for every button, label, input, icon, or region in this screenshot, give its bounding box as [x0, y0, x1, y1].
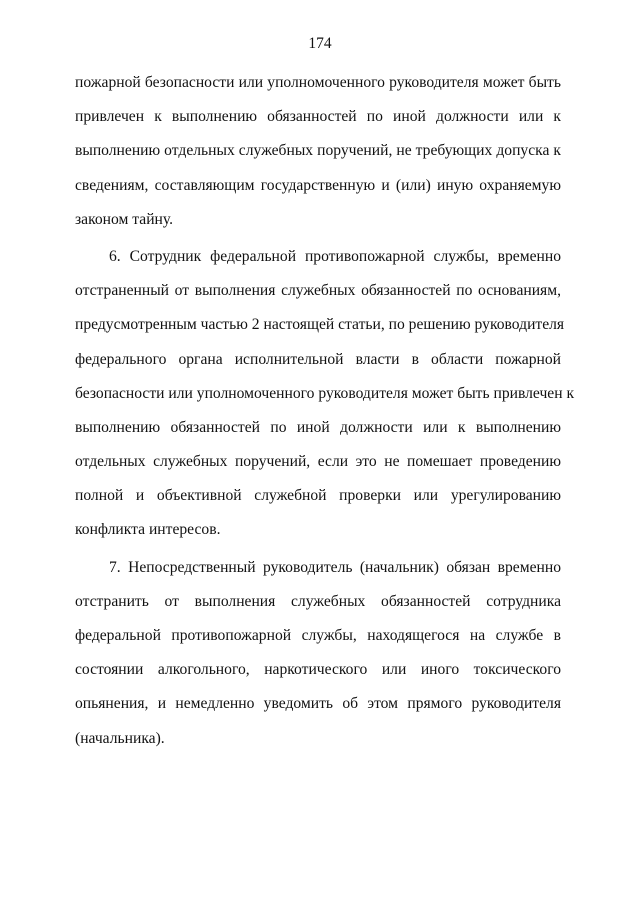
- page-number: 174: [308, 35, 332, 52]
- text-line: выполнению отдельных служебных поручений, не требующих допуска к: [75, 142, 561, 160]
- text-line: 6. Сотрудник федеральной противопожарной службы, временно: [109, 247, 561, 265]
- text-line: (начальника).: [75, 729, 165, 747]
- text-line: безопасности или уполномоченного руководителя может быть привлечен к: [75, 384, 575, 402]
- text-line: пожарной безопасности или уполномоченного руководителя может быть: [75, 74, 561, 91]
- text-line: полной и объективной служебной проверки или урегулированию: [75, 487, 561, 505]
- paragraph-6: [75, 240, 575, 548]
- text-line: отстраненный от выполнения служебных обязанностей по основаниям,: [75, 282, 561, 300]
- text-line: отстранить от выполнения служебных обязанностей сотрудника: [75, 592, 561, 610]
- text-line: состоянии алкогольного, наркотического или иного токсического: [75, 661, 561, 679]
- text-line: привлечен к выполнению обязанностей по иной должности или к: [75, 108, 561, 126]
- text-line: отдельных служебных поручений, если это не помешает проведению: [75, 453, 561, 471]
- text-line: предусмотренным частью 2 настоящей статьи, по решению руководителя: [75, 316, 565, 334]
- paragraph-continuation: [75, 66, 561, 237]
- body-text: [75, 66, 575, 756]
- text-line: 7. Непосредственный руководитель (начальник) обязан временно: [109, 558, 561, 576]
- text-line: выполнению обязанностей по иной должности или к выполнению: [75, 418, 561, 436]
- text-line: конфликта интересов.: [75, 521, 221, 539]
- text-line: сведениям, составляющим государственную и (или) иную охраняемую: [75, 176, 561, 194]
- text-line: опьянения, и немедленно уведомить об этом прямого руководителя: [75, 695, 561, 713]
- paragraph-7: [75, 551, 561, 756]
- text-line: федерального органа исполнительной власти в области пожарной: [75, 350, 561, 368]
- text-line: федеральной противопожарной службы, находящегося на службе в: [75, 627, 561, 644]
- text-line: законом тайну.: [75, 210, 174, 228]
